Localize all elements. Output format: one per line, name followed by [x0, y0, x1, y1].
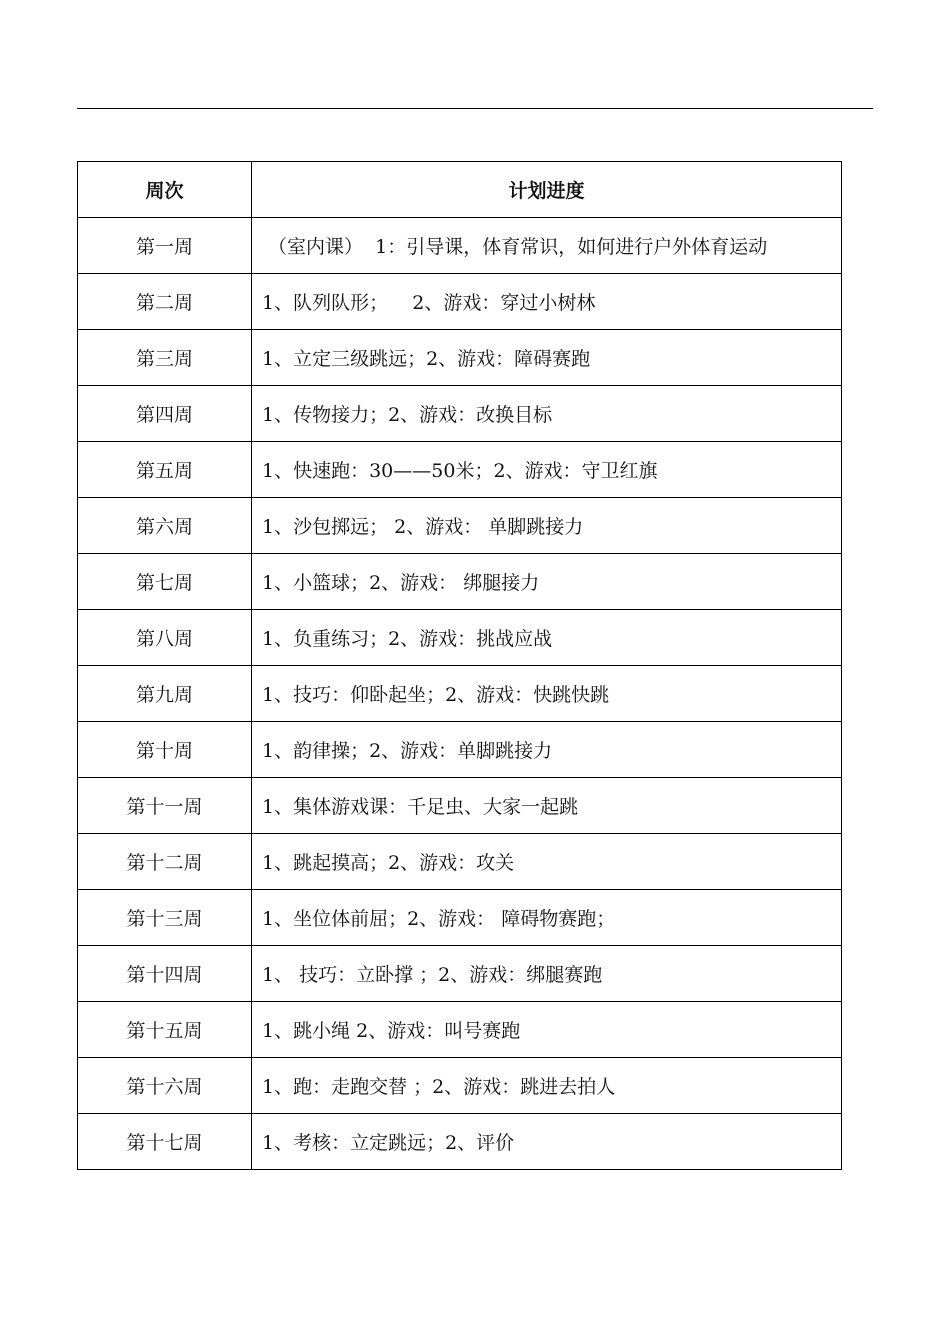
week-cell: 第九周 [78, 666, 252, 722]
week-cell: 第三周 [78, 330, 252, 386]
table-header-row [78, 162, 842, 218]
week-cell: 第八周 [78, 610, 252, 666]
week-cell: 第十周 [78, 722, 252, 778]
table-row [78, 946, 842, 1002]
week-cell: 第十一周 [78, 778, 252, 834]
table-row [78, 442, 842, 498]
week-cell: 第五周 [78, 442, 252, 498]
table-row [78, 610, 842, 666]
week-cell: 第十二周 [78, 834, 252, 890]
week-cell: 第十五周 [78, 1002, 252, 1058]
table-row [78, 554, 842, 610]
table-row [78, 778, 842, 834]
plan-cell: 1、坐位体前屈；2、游戏： 障碍物赛跑； [252, 890, 842, 946]
week-cell: 第七周 [78, 554, 252, 610]
week-cell: 第一周 [78, 218, 252, 274]
table-row [78, 1058, 842, 1114]
table-row [78, 1114, 842, 1170]
week-cell: 第六周 [78, 498, 252, 554]
plan-cell: 1、考核：立定跳远；2、评价 [252, 1114, 842, 1170]
plan-cell: 1、集体游戏课：千足虫、大家一起跳 [252, 778, 842, 834]
plan-cell: 1、负重练习；2、游戏：挑战应战 [252, 610, 842, 666]
table-row [78, 330, 842, 386]
week-cell: 第十四周 [78, 946, 252, 1002]
week-cell: 第二周 [78, 274, 252, 330]
plan-cell: 1、跳起摸高；2、游戏：攻关 [252, 834, 842, 890]
plan-cell: 1、小篮球；2、游戏： 绑腿接力 [252, 554, 842, 610]
schedule-table [77, 161, 842, 1170]
plan-cell: 1、跳小绳 2、游戏：叫号赛跑 [252, 1002, 842, 1058]
header-plan: 计划进度 [252, 162, 842, 218]
plan-cell: 1、跑：走跑交替 ；2、游戏：跳进去拍人 [252, 1058, 842, 1114]
plan-cell: 1、立定三级跳远；2、游戏：障碍赛跑 [252, 330, 842, 386]
plan-cell: 1、技巧：仰卧起坐；2、游戏：快跳快跳 [252, 666, 842, 722]
table-row [78, 666, 842, 722]
header-rule [77, 108, 873, 109]
table-row [78, 834, 842, 890]
table-row [78, 498, 842, 554]
header-week: 周次 [78, 162, 252, 218]
plan-cell: 1、韵律操；2、游戏：单脚跳接力 [252, 722, 842, 778]
table-row [78, 218, 842, 274]
plan-cell: 1、传物接力；2、游戏：改换目标 [252, 386, 842, 442]
plan-cell: 1、 技巧：立卧撑 ；2、游戏：绑腿赛跑 [252, 946, 842, 1002]
table-row [78, 722, 842, 778]
week-cell: 第十三周 [78, 890, 252, 946]
plan-cell: 1、队列队形； 2、游戏：穿过小树林 [252, 274, 842, 330]
table-row [78, 386, 842, 442]
table-row [78, 890, 842, 946]
plan-cell: 1、快速跑：30——50米；2、游戏：守卫红旗 [252, 442, 842, 498]
plan-cell: （室内课） 1：引导课，体育常识，如何进行户外体育运动 [252, 218, 842, 274]
week-cell: 第十七周 [78, 1114, 252, 1170]
week-cell: 第四周 [78, 386, 252, 442]
week-cell: 第十六周 [78, 1058, 252, 1114]
table-row [78, 1002, 842, 1058]
plan-cell: 1、沙包掷远； 2、游戏： 单脚跳接力 [252, 498, 842, 554]
table-row [78, 274, 842, 330]
